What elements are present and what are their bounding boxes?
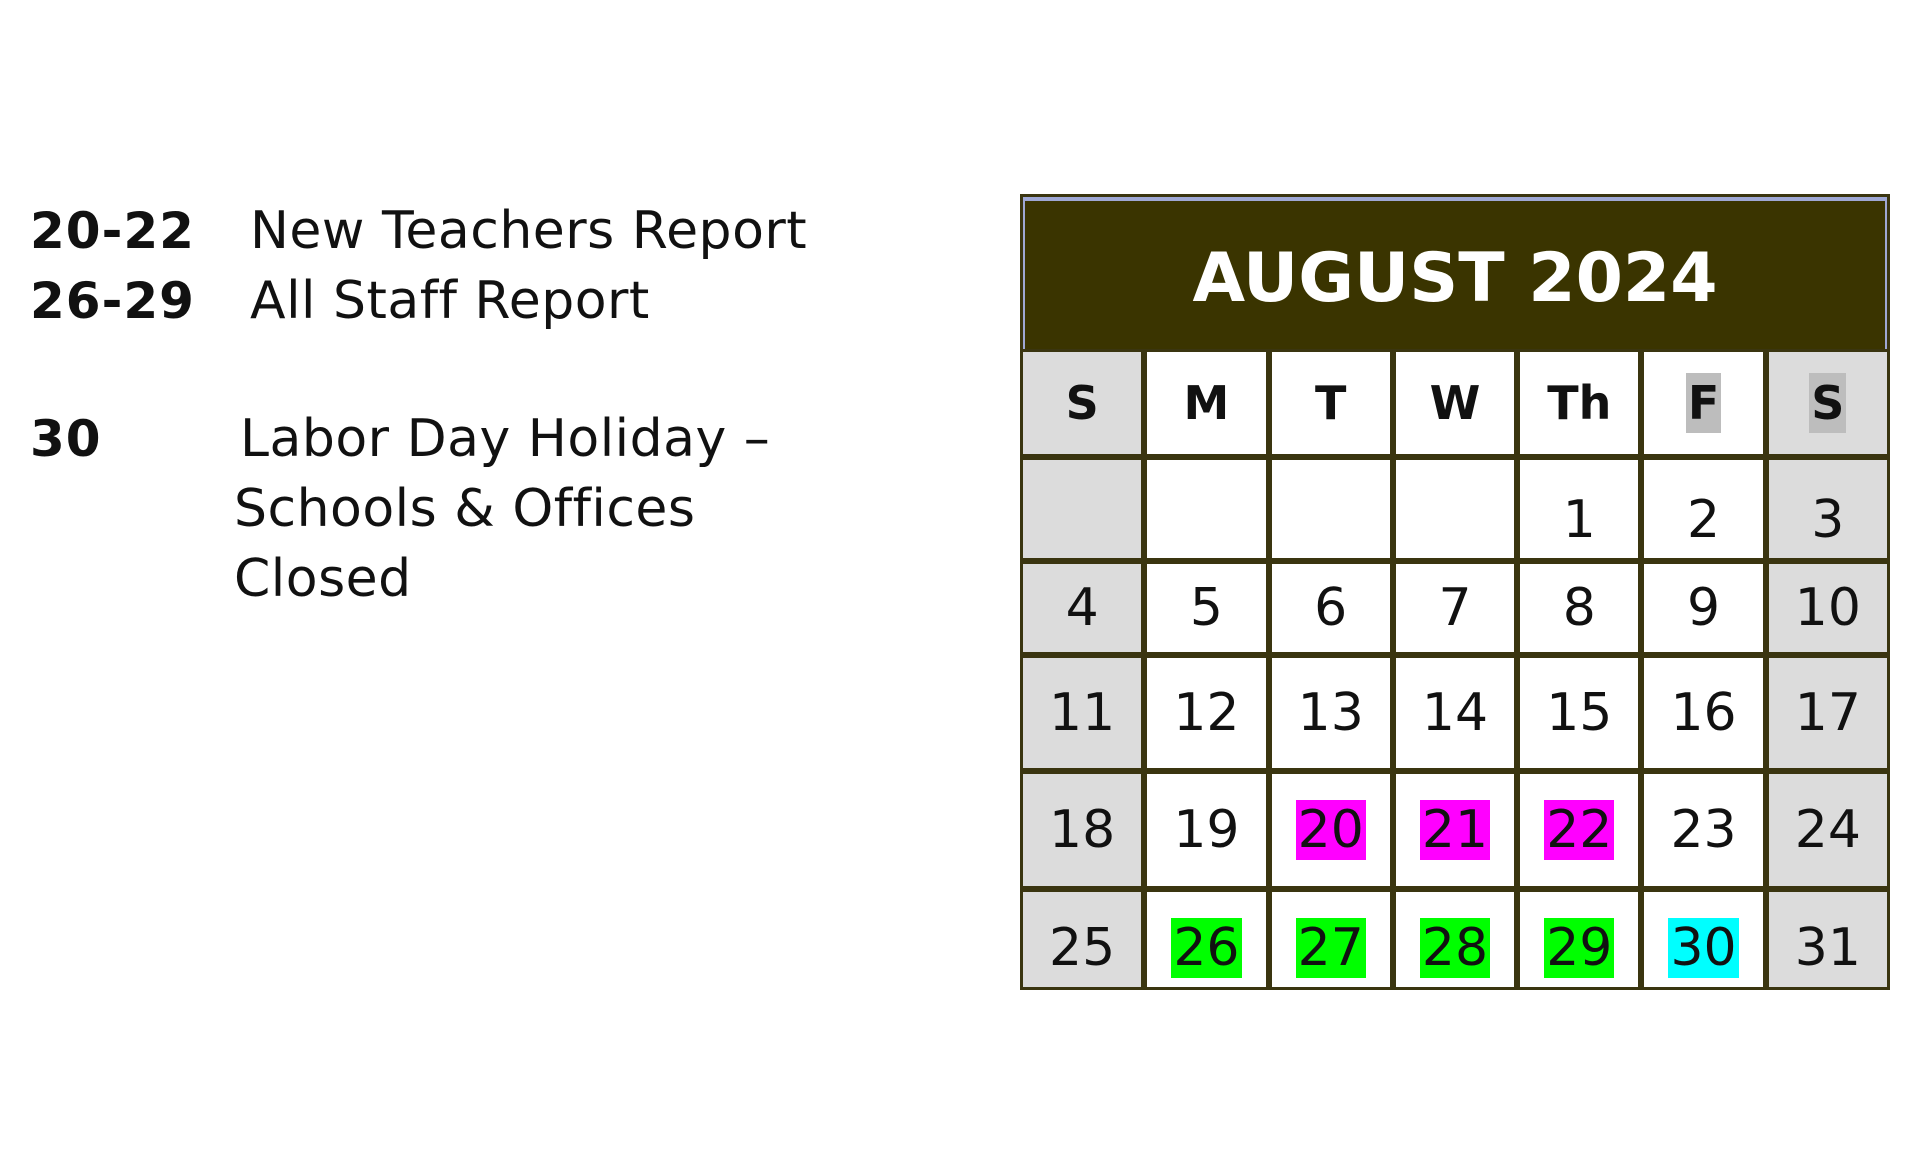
event-labor-day (30, 404, 850, 614)
day-header-sunday: S (1023, 352, 1141, 454)
calendar-grid (1023, 352, 1887, 987)
calendar-day: 14 (1396, 658, 1514, 768)
calendar-day-empty (1147, 460, 1265, 558)
calendar-day: 9 (1644, 564, 1762, 652)
highlight-all-staff: 26 (1173, 918, 1240, 978)
highlight-holiday: 30 (1670, 918, 1737, 978)
highlight-all-staff: 28 (1421, 918, 1489, 978)
event-date: 20-22 (30, 202, 195, 260)
calendar-day-empty (1272, 460, 1390, 558)
calendar-day-all-staff (1147, 892, 1265, 990)
calendar-day: 25 (1023, 892, 1141, 990)
calendar-day: 19 (1147, 774, 1265, 886)
calendar-day-new-teachers (1272, 774, 1390, 886)
calendar-day: 15 (1520, 658, 1638, 768)
highlight-new-teachers: 20 (1297, 800, 1364, 860)
calendar-day: 6 (1272, 564, 1390, 652)
calendar-day: 4 (1023, 564, 1141, 652)
calendar-day: 11 (1023, 658, 1141, 768)
calendar-day-holiday (1644, 892, 1762, 990)
highlight-all-staff: 29 (1546, 918, 1613, 978)
calendar-day: 16 (1644, 658, 1762, 768)
calendar-day-new-teachers (1396, 774, 1514, 886)
highlight-all-staff: 27 (1297, 918, 1364, 978)
calendar-day: 23 (1644, 774, 1762, 886)
event-description-line: Closed (234, 549, 412, 609)
calendar-day: 1 (1520, 460, 1638, 558)
calendar-day-empty (1396, 460, 1514, 558)
calendar-day: 3 (1769, 460, 1887, 558)
day-header-friday (1644, 352, 1762, 454)
day-header-tuesday: T (1272, 352, 1390, 454)
calendar-august-2024 (1020, 194, 1890, 990)
calendar-day: 12 (1147, 658, 1265, 768)
calendar-header (1023, 197, 1887, 349)
event-new-teachers (30, 196, 850, 266)
day-header-label: S (1809, 373, 1846, 433)
highlight-new-teachers: 21 (1421, 800, 1489, 860)
calendar-day-all-staff (1272, 892, 1390, 990)
calendar-day: 24 (1769, 774, 1887, 886)
calendar-day: 17 (1769, 658, 1887, 768)
events-list (30, 196, 850, 614)
event-date: 26-29 (30, 272, 195, 330)
event-description (234, 404, 771, 614)
calendar-day: 8 (1520, 564, 1638, 652)
highlight-new-teachers: 22 (1546, 800, 1613, 860)
day-header-thursday: Th (1520, 352, 1638, 454)
calendar-day: 2 (1644, 460, 1762, 558)
calendar-day: 7 (1396, 564, 1514, 652)
calendar-day: 5 (1147, 564, 1265, 652)
day-header-wednesday: W (1396, 352, 1514, 454)
calendar-day: 13 (1272, 658, 1390, 768)
event-description: New Teachers Report (250, 201, 808, 261)
day-header-saturday (1769, 352, 1887, 454)
calendar-day-all-staff (1396, 892, 1514, 990)
event-description-line: Schools & Offices (234, 479, 696, 539)
calendar-day-all-staff (1520, 892, 1638, 990)
calendar-title: AUGUST 2024 (1192, 238, 1718, 318)
calendar-day-new-teachers (1520, 774, 1638, 886)
calendar-day-empty (1023, 460, 1141, 558)
spacer (30, 336, 850, 404)
day-header-label: F (1686, 373, 1721, 433)
event-description-line: Labor Day Holiday – (240, 409, 771, 469)
event-all-staff (30, 266, 850, 336)
calendar-day: 18 (1023, 774, 1141, 886)
event-date: 30 (30, 410, 102, 468)
event-description: All Staff Report (250, 271, 650, 331)
calendar-day: 31 (1769, 892, 1887, 990)
day-header-monday: M (1147, 352, 1265, 454)
calendar-day: 10 (1769, 564, 1887, 652)
